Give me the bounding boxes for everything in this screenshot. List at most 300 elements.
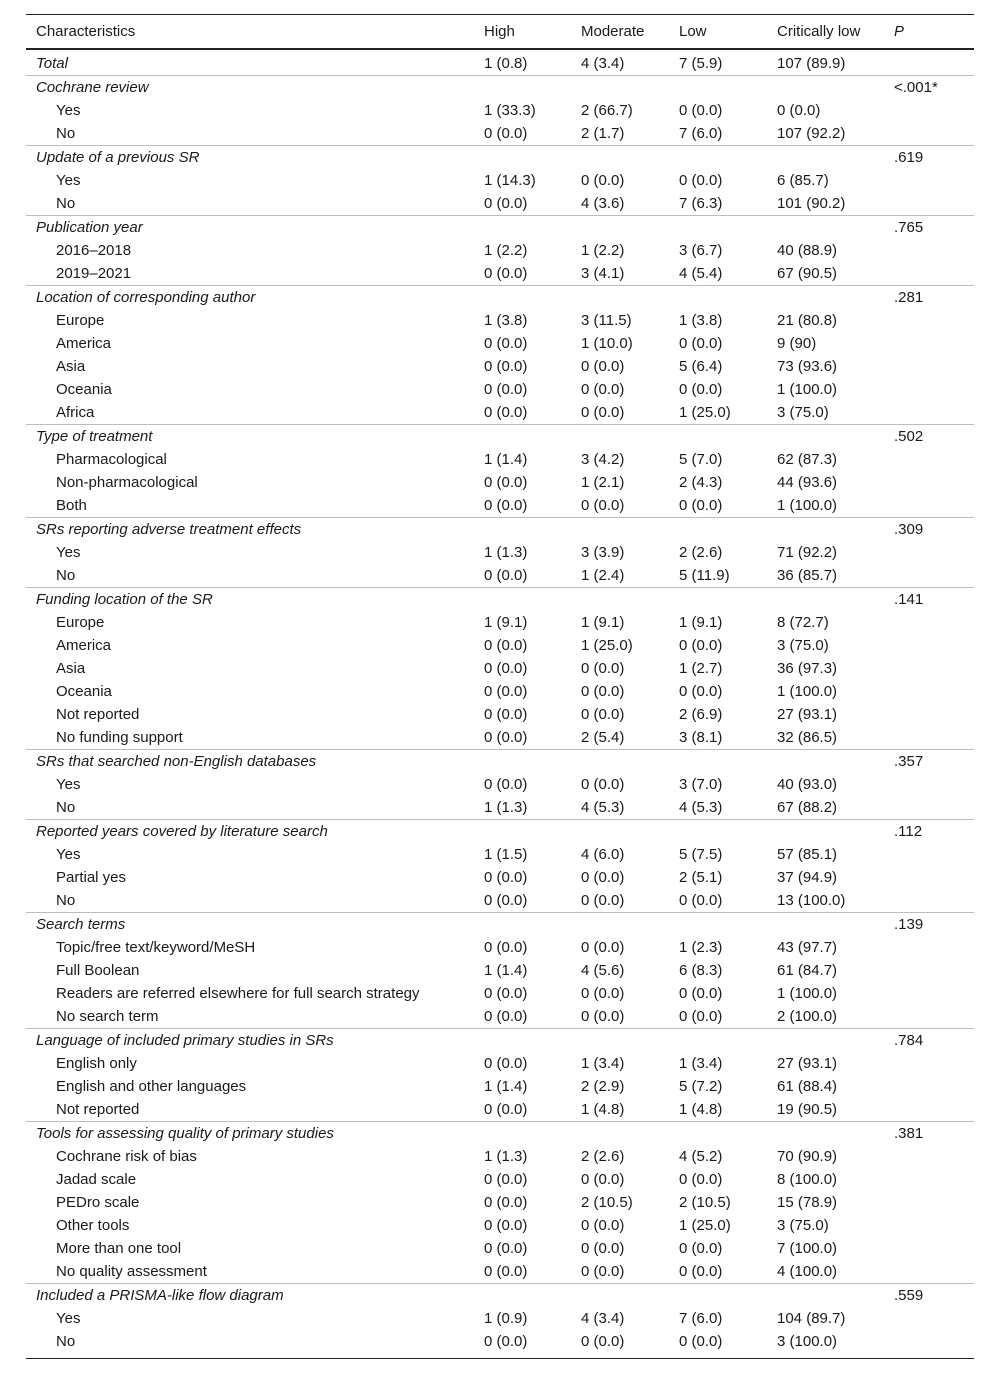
cell-high: 0 (0.0) (484, 1101, 528, 1118)
cell-moderate: 0 (0.0) (581, 1008, 625, 1025)
row-label: Yes (56, 776, 81, 793)
row-label: Partial yes (56, 869, 127, 886)
cell-low: 5 (7.0) (679, 451, 723, 468)
cell-critically-low: 3 (75.0) (777, 637, 829, 654)
cell-critically-low: 1 (100.0) (777, 683, 838, 700)
cell-high: 1 (14.3) (484, 172, 536, 189)
cell-low: 0 (0.0) (679, 102, 723, 119)
cell-moderate: 2 (10.5) (581, 1194, 633, 1211)
cell-critically-low: 57 (85.1) (777, 846, 838, 863)
cell-low: 0 (0.0) (679, 1008, 723, 1025)
cell-critically-low: 67 (90.5) (777, 265, 838, 282)
cell-high: 1 (33.3) (484, 102, 536, 119)
cell-critically-low: 61 (88.4) (777, 1078, 838, 1095)
cell-critically-low: 36 (97.3) (777, 660, 838, 677)
table-row (26, 680, 974, 703)
table-row (26, 192, 974, 215)
cell-critically-low: 36 (85.7) (777, 567, 838, 584)
cell-moderate: 0 (0.0) (581, 1263, 625, 1280)
cell-low: 0 (0.0) (679, 335, 723, 352)
row-label: More than one tool (56, 1240, 182, 1257)
row-label: No (56, 567, 76, 584)
cell-critically-low: 32 (86.5) (777, 729, 838, 746)
row-label: America (56, 335, 112, 352)
cell-critically-low: 3 (75.0) (777, 1217, 829, 1234)
cell-high: 1 (1.4) (484, 451, 528, 468)
row-label: Cochrane risk of bias (56, 1148, 197, 1165)
cell-moderate: 2 (1.7) (581, 125, 625, 142)
cell-high: 0 (0.0) (484, 125, 528, 142)
cell-low: 2 (2.6) (679, 544, 723, 561)
group-row (26, 912, 974, 936)
cell-critically-low: 101 (90.2) (777, 195, 846, 212)
cell-low: 3 (6.7) (679, 242, 723, 259)
group-row (26, 587, 974, 611)
row-label: English and other languages (56, 1078, 247, 1095)
header-critically-low: Critically low (777, 23, 861, 40)
cell-moderate: 3 (3.9) (581, 544, 625, 561)
cell-moderate: 0 (0.0) (581, 1240, 625, 1257)
row-label: Oceania (56, 683, 112, 700)
row-label: Jadad scale (56, 1171, 137, 1188)
cell-high: 0 (0.0) (484, 892, 528, 909)
cell-critically-low: 61 (84.7) (777, 962, 838, 979)
cell-moderate: 4 (3.4) (581, 1310, 625, 1327)
cell-moderate: 0 (0.0) (581, 358, 625, 375)
cell-moderate: 4 (3.4) (581, 55, 625, 72)
group-label: Total (36, 55, 68, 72)
cell-critically-low: 9 (90) (777, 335, 817, 352)
table-row (26, 122, 974, 145)
row-label: No funding support (56, 729, 183, 746)
cell-low: 0 (0.0) (679, 172, 723, 189)
cell-low: 1 (4.8) (679, 1101, 723, 1118)
cell-moderate: 0 (0.0) (581, 660, 625, 677)
table-row (26, 982, 974, 1005)
row-label: Yes (56, 544, 81, 561)
cell-critically-low: 15 (78.9) (777, 1194, 838, 1211)
group-label: Reported years covered by literature search (36, 823, 328, 840)
cell-high: 0 (0.0) (484, 985, 528, 1002)
table-row (26, 541, 974, 564)
cell-low: 5 (6.4) (679, 358, 723, 375)
table-row (26, 611, 974, 634)
cell-critically-low: 27 (93.1) (777, 706, 838, 723)
cell-low: 5 (11.9) (679, 567, 730, 584)
table-row (26, 378, 974, 401)
cell-high: 0 (0.0) (484, 404, 528, 421)
cell-high: 0 (0.0) (484, 1194, 528, 1211)
cell-moderate: 1 (3.4) (581, 1055, 625, 1072)
table-row (26, 796, 974, 819)
cell-critically-low: 3 (100.0) (777, 1333, 838, 1350)
p-value: .765 (894, 219, 924, 236)
row-label: Europe (56, 312, 105, 329)
p-value: .357 (894, 753, 924, 770)
p-value: .281 (894, 289, 924, 306)
group-label: Funding location of the SR (36, 591, 213, 608)
group-row (26, 145, 974, 169)
table-row (26, 169, 974, 192)
cell-critically-low: 73 (93.6) (777, 358, 838, 375)
cell-low: 2 (5.1) (679, 869, 723, 886)
cell-critically-low: 40 (93.0) (777, 776, 838, 793)
row-label: No (56, 799, 76, 816)
group-row (26, 75, 974, 99)
cell-moderate: 0 (0.0) (581, 939, 625, 956)
p-value: .309 (894, 521, 924, 538)
cell-critically-low: 43 (97.7) (777, 939, 838, 956)
cell-moderate: 0 (0.0) (581, 706, 625, 723)
cell-low: 1 (3.8) (679, 312, 723, 329)
cell-critically-low: 0 (0.0) (777, 102, 821, 119)
cell-high: 0 (0.0) (484, 497, 528, 514)
cell-moderate: 3 (4.1) (581, 265, 625, 282)
cell-critically-low: 2 (100.0) (777, 1008, 838, 1025)
table-header (26, 14, 974, 50)
row-label: America (56, 637, 112, 654)
cell-high: 0 (0.0) (484, 1008, 528, 1025)
cell-low: 2 (6.9) (679, 706, 723, 723)
table-row (26, 309, 974, 332)
group-row (26, 819, 974, 843)
table-body (26, 52, 974, 1353)
cell-low: 0 (0.0) (679, 1240, 723, 1257)
cell-critically-low: 1 (100.0) (777, 985, 838, 1002)
cell-high: 1 (1.3) (484, 799, 528, 816)
group-label: Search terms (36, 916, 126, 933)
cell-high: 0 (0.0) (484, 706, 528, 723)
table-row (26, 657, 974, 680)
cell-high: 1 (2.2) (484, 242, 528, 259)
cell-high: 1 (1.4) (484, 962, 528, 979)
cell-high: 0 (0.0) (484, 637, 528, 654)
row-label: 2016–2018 (56, 242, 132, 259)
header-moderate: Moderate (581, 23, 645, 40)
table-row (26, 889, 974, 912)
cell-critically-low: 4 (100.0) (777, 1263, 838, 1280)
cell-low: 4 (5.2) (679, 1148, 723, 1165)
group-label: Publication year (36, 219, 143, 236)
cell-low: 2 (4.3) (679, 474, 723, 491)
table-row (26, 1307, 974, 1330)
row-label: Topic/free text/keyword/MeSH (56, 939, 256, 956)
cell-high: 0 (0.0) (484, 381, 528, 398)
group-row (26, 1121, 974, 1145)
table-row (26, 1075, 974, 1098)
cell-moderate: 2 (2.9) (581, 1078, 625, 1095)
cell-low: 6 (8.3) (679, 962, 723, 979)
table-row (26, 1052, 974, 1075)
cell-critically-low: 37 (94.9) (777, 869, 838, 886)
row-label: Asia (56, 660, 86, 677)
cell-critically-low: 44 (93.6) (777, 474, 838, 491)
table-row (26, 332, 974, 355)
cell-critically-low: 3 (75.0) (777, 404, 829, 421)
p-value: .112 (894, 823, 923, 840)
cell-critically-low: 71 (92.2) (777, 544, 838, 561)
table-row (26, 1168, 974, 1191)
cell-high: 0 (0.0) (484, 474, 528, 491)
table-row (26, 1145, 974, 1168)
group-row (26, 424, 974, 448)
p-value: .139 (894, 916, 924, 933)
cell-low: 0 (0.0) (679, 892, 723, 909)
cell-low: 7 (5.9) (679, 55, 723, 72)
cell-moderate: 0 (0.0) (581, 1333, 625, 1350)
cell-high: 0 (0.0) (484, 1217, 528, 1234)
row-label: Not reported (56, 1101, 140, 1118)
cell-low: 3 (7.0) (679, 776, 723, 793)
cell-critically-low: 19 (90.5) (777, 1101, 838, 1118)
table-row (26, 1330, 974, 1353)
row-label: PEDro scale (56, 1194, 140, 1211)
p-value: .141 (894, 591, 924, 608)
row-label: Asia (56, 358, 86, 375)
group-label: Location of corresponding author (36, 289, 256, 306)
cell-high: 1 (3.8) (484, 312, 528, 329)
cell-high: 0 (0.0) (484, 1333, 528, 1350)
cell-high: 0 (0.0) (484, 1263, 528, 1280)
table-row (26, 726, 974, 749)
table-row (26, 773, 974, 796)
cell-moderate: 2 (2.6) (581, 1148, 625, 1165)
cell-moderate: 2 (5.4) (581, 729, 625, 746)
table-row (26, 703, 974, 726)
row-label: Europe (56, 614, 105, 631)
cell-moderate: 1 (9.1) (581, 614, 625, 631)
row-label: Africa (56, 404, 95, 421)
cell-moderate: 1 (25.0) (581, 637, 633, 654)
cell-moderate: 0 (0.0) (581, 404, 625, 421)
table-row (26, 448, 974, 471)
header-p: P (894, 23, 905, 40)
row-label: Full Boolean (56, 962, 140, 979)
row-label: No (56, 125, 76, 142)
cell-critically-low: 1 (100.0) (777, 497, 838, 514)
group-label: Included a PRISMA-like flow diagram (36, 1287, 284, 1304)
cell-high: 0 (0.0) (484, 683, 528, 700)
cell-low: 1 (25.0) (679, 404, 731, 421)
cell-high: 1 (9.1) (484, 614, 528, 631)
row-label: Other tools (56, 1217, 130, 1234)
group-label: SRs reporting adverse treatment effects (36, 521, 302, 538)
cell-moderate: 1 (4.8) (581, 1101, 625, 1118)
cell-high: 0 (0.0) (484, 567, 528, 584)
row-label: Yes (56, 102, 81, 119)
table-row (26, 1005, 974, 1028)
row-label: Yes (56, 172, 81, 189)
cell-moderate: 0 (0.0) (581, 172, 625, 189)
cell-low: 3 (8.1) (679, 729, 723, 746)
cell-high: 0 (0.0) (484, 265, 528, 282)
cell-critically-low: 8 (72.7) (777, 614, 829, 631)
cell-critically-low: 104 (89.7) (777, 1310, 846, 1327)
cell-moderate: 0 (0.0) (581, 381, 625, 398)
cell-high: 0 (0.0) (484, 729, 528, 746)
group-label: Cochrane review (36, 79, 149, 96)
cell-high: 0 (0.0) (484, 195, 528, 212)
cell-low: 1 (9.1) (679, 614, 723, 631)
table-row (26, 1214, 974, 1237)
table-row (26, 1237, 974, 1260)
cell-moderate: 0 (0.0) (581, 1217, 625, 1234)
row-label: English only (56, 1055, 137, 1072)
header-low: Low (679, 23, 707, 40)
row-label: Readers are referred elsewhere for full search strategy (56, 985, 420, 1002)
cell-low: 7 (6.0) (679, 1310, 723, 1327)
cell-low: 1 (25.0) (679, 1217, 731, 1234)
row-label: Non-pharmacological (56, 474, 198, 491)
table-row (26, 494, 974, 517)
cell-high: 0 (0.0) (484, 1171, 528, 1188)
row-label: Oceania (56, 381, 112, 398)
table-row (26, 866, 974, 889)
group-row (26, 749, 974, 773)
cell-critically-low: 40 (88.9) (777, 242, 838, 259)
cell-moderate: 4 (5.3) (581, 799, 625, 816)
cell-critically-low: 107 (89.9) (777, 55, 846, 72)
cell-high: 1 (0.9) (484, 1310, 528, 1327)
table-row (26, 634, 974, 657)
cell-low: 0 (0.0) (679, 381, 723, 398)
cell-high: 1 (1.3) (484, 1148, 528, 1165)
cell-critically-low: 8 (100.0) (777, 1171, 838, 1188)
cell-moderate: 0 (0.0) (581, 683, 625, 700)
cell-low: 4 (5.4) (679, 265, 723, 282)
p-value: .559 (894, 1287, 924, 1304)
group-label: Tools for assessing quality of primary studies (36, 1125, 334, 1142)
cell-moderate: 1 (2.2) (581, 242, 625, 259)
cell-critically-low: 6 (85.7) (777, 172, 829, 189)
table-row (26, 262, 974, 285)
cell-critically-low: 21 (80.8) (777, 312, 838, 329)
table-row (26, 239, 974, 262)
row-label: No (56, 892, 76, 909)
group-row (26, 517, 974, 541)
cell-critically-low: 70 (90.9) (777, 1148, 838, 1165)
p-value: .619 (894, 149, 924, 166)
cell-high: 0 (0.0) (484, 776, 528, 793)
cell-low: 1 (3.4) (679, 1055, 723, 1072)
group-row (26, 285, 974, 309)
cell-high: 0 (0.0) (484, 1055, 528, 1072)
cell-low: 4 (5.3) (679, 799, 723, 816)
cell-low: 0 (0.0) (679, 683, 723, 700)
cell-critically-low: 13 (100.0) (777, 892, 846, 909)
cell-low: 0 (0.0) (679, 637, 723, 654)
table-row (26, 936, 974, 959)
group-row (26, 215, 974, 239)
table-row (26, 959, 974, 982)
group-label: Language of included primary studies in SRs (36, 1032, 334, 1049)
cell-moderate: 1 (2.4) (581, 567, 625, 584)
cell-low: 0 (0.0) (679, 985, 723, 1002)
group-label: Update of a previous SR (36, 149, 200, 166)
row-label: No (56, 195, 76, 212)
cell-low: 0 (0.0) (679, 1333, 723, 1350)
cell-low: 1 (2.3) (679, 939, 723, 956)
cell-moderate: 1 (10.0) (581, 335, 633, 352)
cell-high: 0 (0.0) (484, 335, 528, 352)
cell-moderate: 0 (0.0) (581, 892, 625, 909)
cell-critically-low: 67 (88.2) (777, 799, 838, 816)
cell-critically-low: 1 (100.0) (777, 381, 838, 398)
cell-moderate: 4 (5.6) (581, 962, 625, 979)
cell-low: 7 (6.3) (679, 195, 723, 212)
row-label: Yes (56, 1310, 81, 1327)
group-row (26, 1028, 974, 1052)
row-label: Pharmacological (56, 451, 167, 468)
cell-moderate: 4 (6.0) (581, 846, 625, 863)
cell-low: 5 (7.5) (679, 846, 723, 863)
p-value: .502 (894, 428, 924, 445)
cell-high: 0 (0.0) (484, 1240, 528, 1257)
row-label: No (56, 1333, 76, 1350)
cell-critically-low: 27 (93.1) (777, 1055, 838, 1072)
cell-moderate: 0 (0.0) (581, 776, 625, 793)
header-high: High (484, 23, 515, 40)
p-value: <.001* (894, 79, 938, 96)
table-bottom-rule (26, 1358, 974, 1359)
cell-high: 0 (0.0) (484, 660, 528, 677)
cell-high: 1 (1.3) (484, 544, 528, 561)
p-value: .381 (894, 1125, 924, 1142)
table-row (26, 355, 974, 378)
row-label: No search term (56, 1008, 159, 1025)
group-label: Type of treatment (36, 428, 153, 445)
cell-low: 0 (0.0) (679, 1171, 723, 1188)
table-row (26, 564, 974, 587)
cell-critically-low: 107 (92.2) (777, 125, 846, 142)
p-value: .784 (894, 1032, 924, 1049)
row-label: Both (56, 497, 87, 514)
cell-critically-low: 7 (100.0) (777, 1240, 838, 1257)
cell-low: 5 (7.2) (679, 1078, 723, 1095)
row-label: 2019–2021 (56, 265, 132, 282)
cell-low: 1 (2.7) (679, 660, 723, 677)
cell-moderate: 0 (0.0) (581, 869, 625, 886)
group-label: SRs that searched non-English databases (36, 753, 317, 770)
table-row (26, 401, 974, 424)
group-row (26, 52, 974, 75)
cell-high: 0 (0.0) (484, 939, 528, 956)
cell-moderate: 0 (0.0) (581, 985, 625, 1002)
cell-moderate: 3 (11.5) (581, 312, 632, 329)
table-row (26, 99, 974, 122)
row-label: Yes (56, 846, 81, 863)
cell-high: 1 (1.4) (484, 1078, 528, 1095)
table-row (26, 843, 974, 866)
cell-low: 2 (10.5) (679, 1194, 731, 1211)
cell-moderate: 0 (0.0) (581, 1171, 625, 1188)
cell-moderate: 3 (4.2) (581, 451, 625, 468)
characteristics-table (26, 14, 974, 1353)
row-label: No quality assessment (56, 1263, 207, 1280)
cell-low: 7 (6.0) (679, 125, 723, 142)
group-row (26, 1283, 974, 1307)
cell-high: 0 (0.0) (484, 358, 528, 375)
cell-low: 0 (0.0) (679, 1263, 723, 1280)
cell-moderate: 4 (3.6) (581, 195, 625, 212)
header-characteristics: Characteristics (36, 23, 136, 40)
row-label: Not reported (56, 706, 140, 723)
cell-critically-low: 62 (87.3) (777, 451, 838, 468)
cell-moderate: 2 (66.7) (581, 102, 633, 119)
cell-high: 1 (1.5) (484, 846, 528, 863)
table-row (26, 1098, 974, 1121)
cell-high: 1 (0.8) (484, 55, 528, 72)
